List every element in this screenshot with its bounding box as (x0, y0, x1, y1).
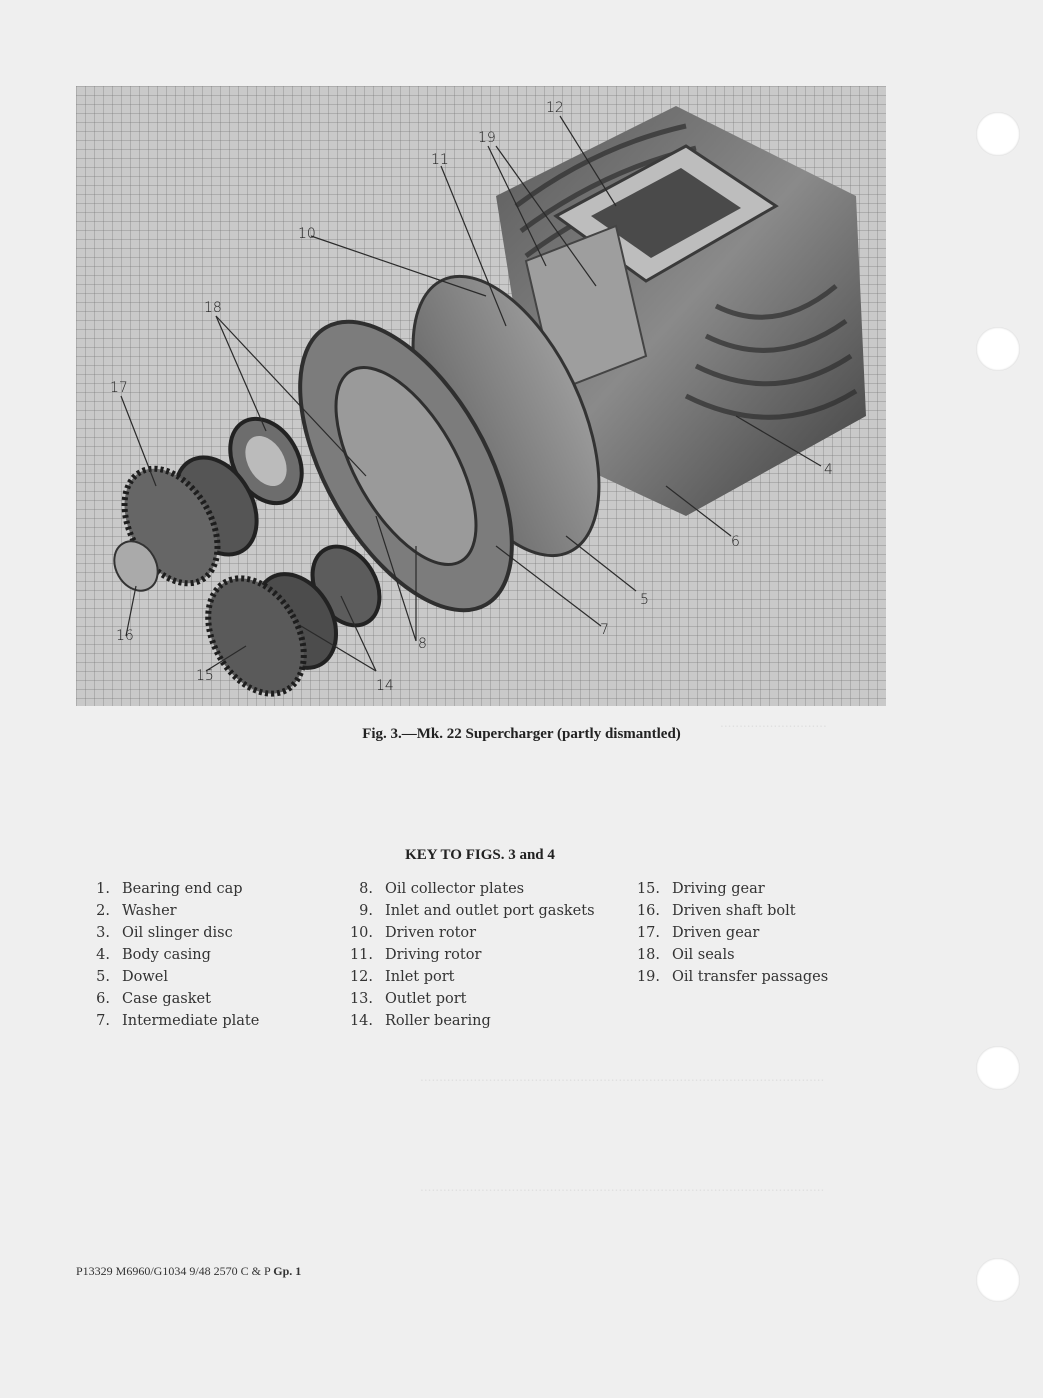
key-number: 4. (96, 947, 110, 963)
callout-label: 18 (204, 300, 222, 316)
key-number: 15. (636, 881, 660, 897)
punch-hole-2 (976, 327, 1020, 371)
key-item (80, 966, 259, 988)
punch-hole-4 (976, 1258, 1020, 1302)
key-label: Outlet port (385, 991, 467, 1007)
key-number: 9. (359, 903, 373, 919)
key-item (80, 922, 259, 944)
punch-hole-3 (976, 1046, 1020, 1090)
group-number: Gp. 1 (273, 1264, 302, 1278)
key-label: Oil slinger disc (122, 925, 233, 941)
key-number: 2. (96, 903, 110, 919)
key-item (80, 944, 259, 966)
key-label: Driven rotor (385, 925, 477, 941)
document-page: ............................ .......................................................................................................... .......................................................................................................... 12 19 11 10 18 17 16 15 14 8 7 5 6 4 Fig. 3.—Mk. 22 Supercharger (partly dismantled) KEY TO FIGS. 3 and 4 1. Bearing end cap 2. Washer 3. Oil slinger disc 4. Body casing 5. Dowel 6. Case gasket 7. Intermediate plate 8. Oil collector plates 9. Inlet and outlet port gaskets 10. Driven rotor 11. Driving rotor 12. Inlet port 13. Outlet port 14. Roller bearing 15. Driving gear 16. Driven shaft bolt 17. Driven gear 18. Oil seals 19. Oil transfer passages P13329 M6960/G1034 9/48 2570 C & P Gp. 1 (0, 0, 1043, 1398)
key-number: 11. (349, 947, 373, 963)
key-label: Case gasket (122, 991, 211, 1007)
key-number: 1. (96, 881, 110, 897)
key-number: 13. (349, 991, 373, 1007)
key-item (343, 922, 595, 944)
callout-label: 8 (418, 636, 427, 652)
key-number: 8. (359, 881, 373, 897)
callout-label: 16 (116, 628, 134, 644)
key-item (630, 878, 828, 900)
key-column-3 (630, 878, 828, 988)
callout-label: 19 (478, 130, 496, 146)
key-item (630, 966, 828, 988)
key-label: Inlet port (385, 969, 455, 985)
key-label: Driving rotor (385, 947, 482, 963)
key-number: 10. (349, 925, 373, 941)
callout-label: 11 (431, 152, 449, 168)
key-number: 14. (349, 1013, 373, 1029)
callout-label: 12 (546, 100, 564, 116)
key-number: 7. (96, 1013, 110, 1029)
key-label: Driven gear (672, 925, 760, 941)
key-label: Oil transfer passages (672, 969, 829, 985)
key-item (343, 988, 595, 1010)
callout-label: 5 (640, 592, 649, 608)
callout-label: 10 (298, 226, 316, 242)
key-item (343, 1010, 595, 1032)
callout-label: 6 (731, 534, 740, 550)
key-label: Washer (122, 903, 177, 919)
key-item (80, 988, 259, 1010)
key-item (343, 944, 595, 966)
key-number: 6. (96, 991, 110, 1007)
key-label: Body casing (122, 947, 211, 963)
key-number: 3. (96, 925, 110, 941)
figure-caption: Fig. 3.—Mk. 22 Supercharger (partly dismantled) (362, 726, 681, 742)
key-number: 12. (349, 969, 373, 985)
key-number: 16. (636, 903, 660, 919)
print-footer (76, 1264, 301, 1279)
key-item (630, 944, 828, 966)
key-label: Bearing end cap (122, 881, 243, 897)
key-label: Driven shaft bolt (672, 903, 796, 919)
key-item (343, 900, 595, 922)
key-number: 5. (96, 969, 110, 985)
key-label: Oil seals (672, 947, 735, 963)
key-item (80, 1010, 259, 1032)
punch-hole-1 (976, 112, 1020, 156)
callout-label: 17 (110, 380, 128, 396)
key-number: 19. (636, 969, 660, 985)
callout-label: 7 (600, 622, 609, 638)
print-code: P13329 M6960/G1034 9/48 2570 C & P (76, 1264, 271, 1278)
callout-label: 15 (196, 668, 214, 684)
callout-label: 14 (376, 678, 394, 694)
key-item (80, 878, 259, 900)
key-title: KEY TO FIGS. 3 and 4 (405, 847, 555, 863)
key-label: Roller bearing (385, 1013, 491, 1029)
key-item (343, 878, 595, 900)
key-column-2 (343, 878, 595, 1032)
key-label: Oil collector plates (385, 881, 525, 897)
key-column-1 (80, 878, 259, 1032)
key-number: 17. (636, 925, 660, 941)
key-item (343, 966, 595, 988)
key-label: Dowel (122, 969, 168, 985)
callout-label: 4 (824, 462, 833, 478)
key-item (630, 922, 828, 944)
key-label: Intermediate plate (122, 1013, 260, 1029)
supercharger-photo (76, 86, 886, 706)
key-number: 18. (636, 947, 660, 963)
key-item (80, 900, 259, 922)
supercharger-illustration (76, 86, 886, 706)
key-label: Inlet and outlet port gaskets (385, 903, 595, 919)
key-label: Driving gear (672, 881, 765, 897)
key-item (630, 900, 828, 922)
